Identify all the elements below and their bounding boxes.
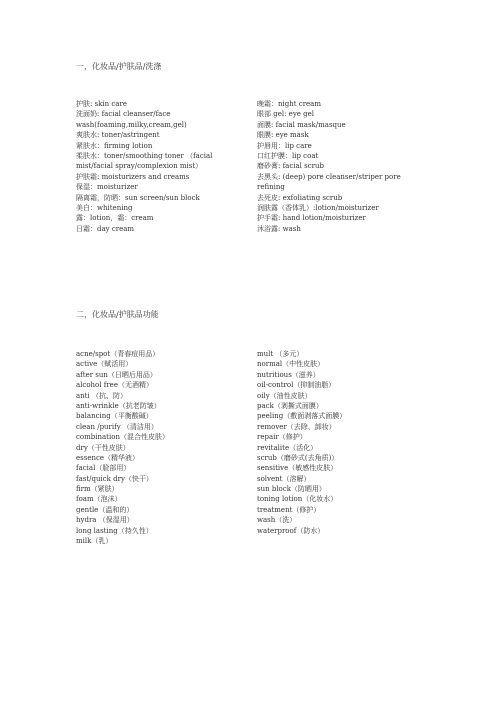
text-line: anti （抗、防） <box>76 391 127 400</box>
text-line: nutritious（滋养） <box>257 370 320 379</box>
text-line: solvent（溶解） <box>257 474 311 483</box>
text-line: peeling（敷面剥落式面膜） <box>257 412 347 421</box>
text-line: 沐浴露: wash <box>257 224 301 233</box>
text-line: 日霜：day cream <box>76 224 135 233</box>
text-line: scrub（磨砂式(去角质)） <box>257 453 339 462</box>
text-line: 美白：whitening <box>76 203 133 212</box>
text-line: refining <box>257 183 285 192</box>
text-line: foam（泡沫） <box>76 495 122 504</box>
text-line: wash(foaming,milky,cream,gel) <box>76 120 187 129</box>
section-2-heading: 二，化妆品/护肤品功能 <box>76 310 159 319</box>
text-line: firm（紧肤） <box>76 485 119 494</box>
section-1-left-column <box>76 99 246 234</box>
text-line: repair（修护） <box>257 433 307 442</box>
text-line: 口红护膜：lip coat <box>257 151 319 160</box>
section-2-right-column <box>257 349 427 536</box>
text-line: 润肤露（香体乳）:lotion/moisturizer <box>257 203 379 212</box>
section-2-left-column <box>76 349 246 546</box>
text-line: sun block（防晒用） <box>257 485 326 494</box>
section-1-heading: 一，化妆品/护肤品/洗涤 <box>76 62 162 71</box>
text-line: clean /purify （清洁用） <box>76 422 158 431</box>
text-line: gentle（温和的） <box>76 505 134 514</box>
text-line: 隔离霜，防晒：sun screen/sun block <box>76 193 200 202</box>
text-line: 护手霜: hand lotion/moisturizer <box>257 214 366 223</box>
text-line: 洗面奶: facial cleanser/face <box>76 110 171 119</box>
text-line: after sun（日晒后用品） <box>76 370 157 379</box>
text-line: acne/spot（青春痘用品） <box>76 350 160 358</box>
text-line: 爽肤水: toner/astringent <box>76 131 160 140</box>
text-line: 面膜: facial mask/masque <box>257 120 346 129</box>
text-line: normal（中性皮肤） <box>257 360 325 369</box>
text-line: oil-control（抑制油脂） <box>257 381 336 390</box>
text-line: active（赋活用） <box>76 360 133 369</box>
text-line: 磨砂膏: facial scrub <box>257 162 324 171</box>
text-line: oily（油性皮肤） <box>257 391 312 400</box>
text-line: hydra （保湿用） <box>76 516 134 525</box>
text-line: remover（去除、卸妆） <box>257 422 336 431</box>
text-line: long lasting（持久性） <box>76 526 153 535</box>
text-line: 护肤霜: moisturizers and creams <box>76 172 190 181</box>
text-line: balancing（平衡酸碱） <box>76 412 153 421</box>
text-line: alcohol free（无酒精） <box>76 381 153 390</box>
text-line: 眼膜: eye mask <box>257 131 309 140</box>
text-line: wash（洗） <box>257 516 297 525</box>
text-line: milk（乳） <box>76 537 113 546</box>
text-line: mult （多元） <box>257 350 304 358</box>
text-line: dry（干性皮肤） <box>76 443 130 452</box>
text-line: fast/quick dry（快干） <box>76 474 153 483</box>
text-line: 露：lotion，霜：cream <box>76 214 154 223</box>
text-line: 晚霜：night cream <box>257 100 321 108</box>
text-line: mist/facial spray/complexion mist） <box>76 162 203 171</box>
text-line: 去黑头: (deep) pore cleanser/striper pore <box>257 172 401 181</box>
text-line: 眼部 gel: eye gel <box>257 110 314 119</box>
section-1-right-column <box>257 99 427 234</box>
text-line: anti-wrinkle（抗老防皱） <box>76 401 161 410</box>
text-line: 护肤: skin care <box>76 100 127 108</box>
text-line: treatment（修护） <box>257 505 321 514</box>
text-line: 护唇用：lip care <box>257 141 312 150</box>
text-line: essence（精华液） <box>76 453 140 462</box>
text-line: pack（剥撕式面膜） <box>257 401 323 410</box>
text-line: 柔肤水：toner/smoothing toner （facial <box>76 151 213 160</box>
text-line: 紧肤水：firming lotion <box>76 141 153 150</box>
text-line: sensitive（敏感性皮肤） <box>257 464 338 473</box>
text-line: revitalite（活化） <box>257 443 318 452</box>
text-line: combination（混合性皮肤） <box>76 433 169 442</box>
text-line: 去死皮: exfoliating scrub <box>257 193 343 202</box>
text-line: facial（脸部用） <box>76 464 131 473</box>
text-line: waterproof（防水） <box>257 526 325 535</box>
text-line: 保湿：moisturizer <box>76 183 138 192</box>
text-line: toning lotion（化妆水） <box>257 495 338 504</box>
